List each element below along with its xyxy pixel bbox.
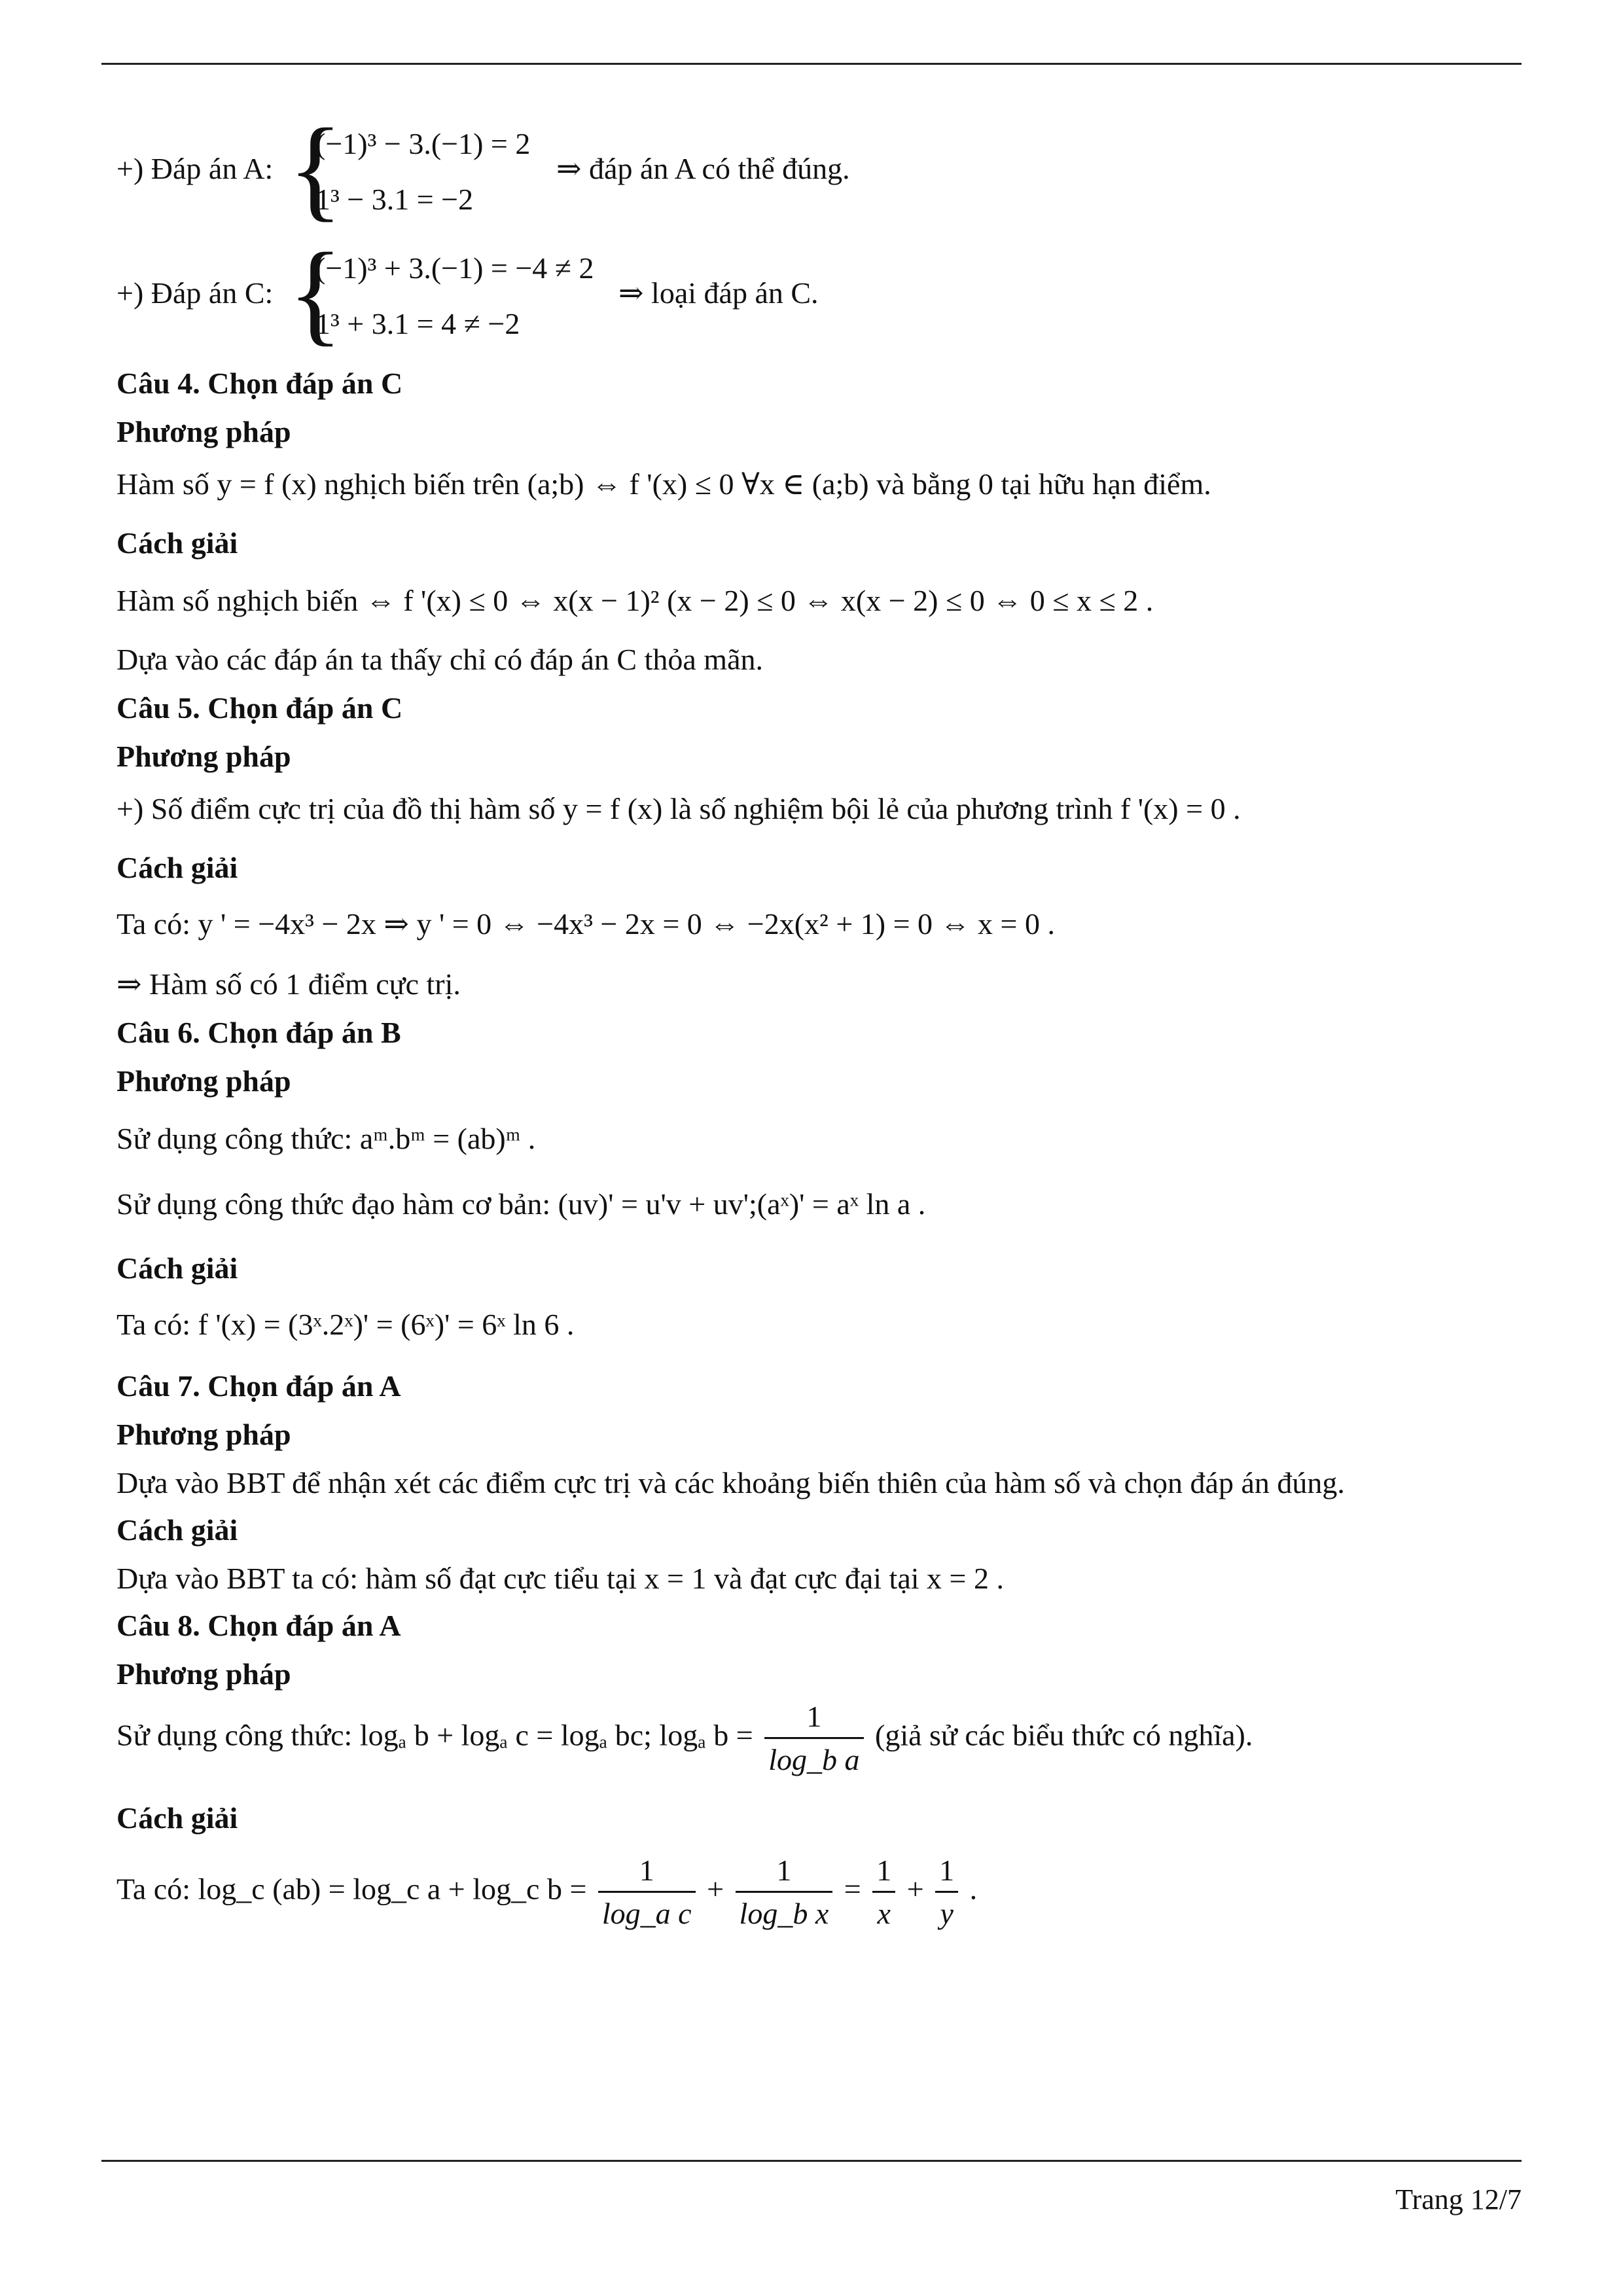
q7-method: Dựa vào BBT để nhận xét các điểm cực trị và các khoảng biến thiên của hàm số và chọn đáp án đúng. [116, 1466, 1345, 1499]
q7-title: Câu 7. Chọn đáp án A [116, 1369, 401, 1403]
equals-sign: = [844, 1872, 861, 1906]
q5-method-label: Phương pháp [116, 740, 291, 773]
q8-solution-end: . [969, 1872, 978, 1906]
q7-solution-label: Cách giải [116, 1513, 238, 1547]
q5-solution-label: Cách giải [116, 851, 238, 884]
q8-fraction-1 [598, 1852, 696, 1931]
answer-a-system [288, 105, 563, 232]
fraction-denominator: x [877, 1897, 891, 1931]
q4-title: Câu 4. Chọn đáp án C [116, 367, 403, 400]
q7-method-label: Phương pháp [116, 1418, 291, 1451]
header-rule [101, 63, 1522, 65]
q4-method-label: Phương pháp [116, 415, 291, 448]
footer-rule [101, 2160, 1522, 2162]
q8-solution [116, 1852, 977, 1931]
answer-c-conclusion: ⇒ loại đáp án C. [618, 276, 819, 310]
q6-title: Câu 6. Chọn đáp án B [116, 1016, 401, 1049]
q8-method-fraction [764, 1698, 863, 1778]
q8-method-prefix: Sử dụng công thức: logₐ b + logₐ c = logₐ bc; logₐ b = [116, 1718, 753, 1752]
q8-fraction-2 [736, 1852, 833, 1931]
answer-c-prefix: +) Đáp án C: [116, 276, 274, 310]
q6-method-1: Sử dụng công thức: aᵐ.bᵐ = (ab)ᵐ . [116, 1122, 536, 1155]
q8-solution-prefix: Ta có: log_c (ab) = log_c a + log_c b = [116, 1872, 587, 1906]
fraction-numerator: 1 [764, 1698, 863, 1739]
q5-method: +) Số điểm cực trị của đồ thị hàm số y = f (x) là số nghiệm bội lẻ của phương trình f '(x) = 0 . [116, 792, 1241, 825]
fraction-numerator: 1 [598, 1852, 696, 1893]
brace-glyph: { [288, 105, 343, 232]
q8-method-suffix: (giả sử các biểu thức có nghĩa). [875, 1718, 1253, 1752]
fraction-denominator: y [940, 1897, 954, 1931]
q7-solution: Dựa vào BBT ta có: hàm số đạt cực tiểu tại x = 1 và đạt cực đại tại x = 2 . [116, 1562, 1004, 1595]
q6-solution-label: Cách giải [116, 1251, 238, 1285]
q4-solution-label: Cách giải [116, 526, 238, 560]
answer-c-row2: 1³ + 3.1 = 4 ≠ −2 [315, 307, 520, 340]
q4-solution: Hàm số nghịch biến ⇔ f '(x) ≤ 0 ⇔ x(x − 1)² (x − 2) ≤ 0 ⇔ x(x − 2) ≤ 0 ⇔ 0 ≤ x ≤ 2 . [116, 584, 1154, 617]
answer-a-conclusion: ⇒ đáp án A có thể đúng. [556, 152, 850, 185]
plus-sign: + [906, 1872, 924, 1906]
q5-solution: Ta có: y ' = −4x³ − 2x ⇒ y ' = 0 ⇔ −4x³ − 2x = 0 ⇔ −2x(x² + 1) = 0 ⇔ x = 0 . [116, 907, 1055, 941]
q8-method [116, 1698, 1253, 1778]
q8-solution-label: Cách giải [116, 1801, 238, 1835]
fraction-denominator: log_b a [768, 1743, 860, 1777]
answer-a-prefix: +) Đáp án A: [116, 152, 274, 185]
answer-c-system [288, 229, 628, 356]
q6-method-2: Sử dụng công thức đạo hàm cơ bản: (uv)' = u'v + uv';(aˣ)' = aˣ ln a . [116, 1187, 926, 1221]
q5-conclusion: ⇒ Hàm số có 1 điểm cực trị. [116, 967, 461, 1001]
answer-a-row2: 1³ − 3.1 = −2 [315, 183, 474, 216]
q6-solution: Ta có: f '(x) = (3ˣ.2ˣ)' = (6ˣ)' = 6ˣ ln 6 . [116, 1308, 575, 1341]
fraction-denominator: log_a c [601, 1897, 692, 1931]
q8-fraction-4 [935, 1852, 958, 1931]
fraction-numerator: 1 [736, 1852, 833, 1893]
answer-c-row1: (−1)³ + 3.(−1) = −4 ≠ 2 [315, 251, 594, 285]
q8-fraction-3 [872, 1852, 895, 1931]
plus-sign: + [707, 1872, 724, 1906]
fraction-numerator: 1 [935, 1852, 958, 1893]
fraction-numerator: 1 [872, 1852, 895, 1893]
q8-title: Câu 8. Chọn đáp án A [116, 1609, 401, 1642]
brace-glyph: { [288, 229, 343, 356]
fraction-denominator: log_b x [739, 1897, 829, 1931]
q4-method: Hàm số y = f (x) nghịch biến trên (a;b) ⇔ f '(x) ≤ 0 ∀x ∈ (a;b) và bằng 0 tại hữu hạn điểm. [116, 467, 1211, 501]
answer-a-row1: (−1)³ − 3.(−1) = 2 [315, 127, 531, 160]
q4-conclusion: Dựa vào các đáp án ta thấy chỉ có đáp án C thỏa mãn. [116, 643, 763, 676]
q5-title: Câu 5. Chọn đáp án C [116, 691, 403, 725]
q6-method-label: Phương pháp [116, 1064, 291, 1098]
q8-method-label: Phương pháp [116, 1657, 291, 1691]
page-number: Trang 12/7 [1395, 2183, 1522, 2215]
